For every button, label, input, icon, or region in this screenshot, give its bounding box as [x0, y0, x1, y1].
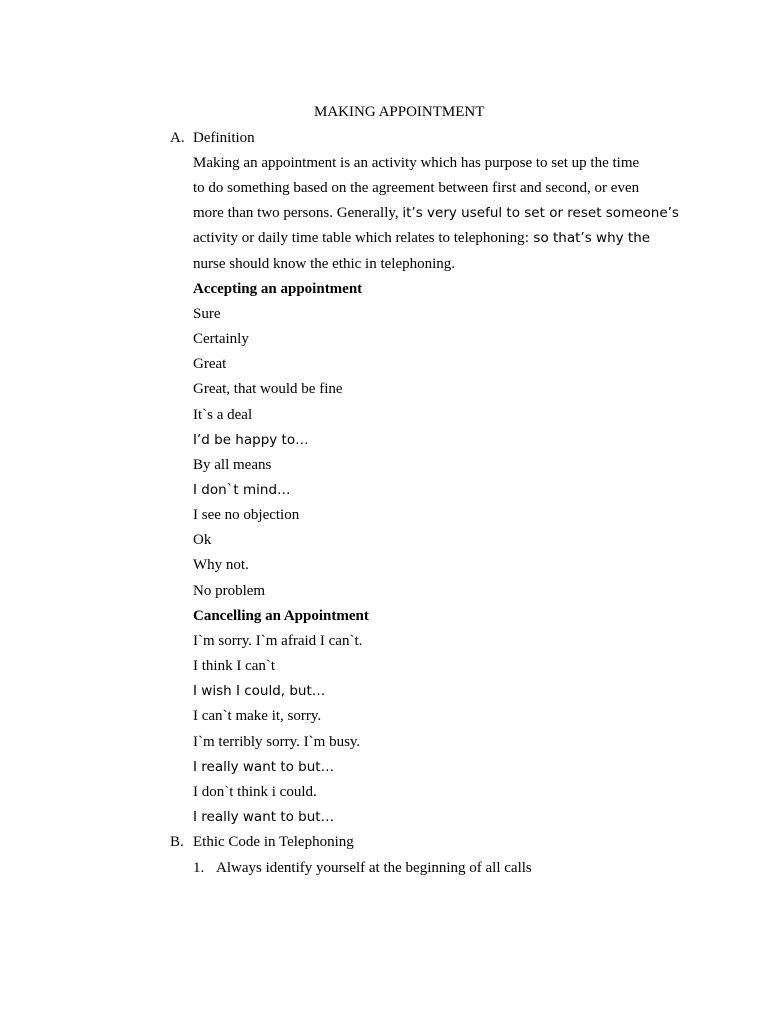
- cancelling-item: I really want to but…: [193, 759, 335, 775]
- cancelling-item: I don`t think i could.: [193, 784, 317, 800]
- definition-line-4-serif: activity or daily time table which relates to telephoning: [193, 230, 525, 246]
- accepting-item: Sure: [193, 306, 221, 322]
- accepting-item: No problem: [193, 583, 266, 599]
- accepting-heading: Accepting an appointment: [193, 281, 363, 297]
- accepting-item: Certainly: [193, 331, 249, 347]
- accepting-item: Great: [193, 356, 227, 372]
- page-title: MAKING APPOINTMENT: [314, 104, 485, 120]
- cancelling-item: I really want to but…: [193, 809, 335, 825]
- accepting-item: I don`t mind…: [193, 482, 291, 498]
- definition-line-2: to do something based on the agreement between first and second, or even: [193, 180, 640, 196]
- cancelling-item: I think I can`t: [193, 658, 276, 674]
- ethic-item-number: 1.: [193, 860, 205, 876]
- cancelling-item: I can`t make it, sorry.: [193, 708, 322, 724]
- cancelling-item: I wish I could, but…: [193, 683, 326, 699]
- definition-line-5: nurse should know the ethic in telephoning.: [193, 256, 456, 272]
- ethic-item-text: Always identify yourself at the beginning of all calls: [216, 860, 532, 876]
- accepting-item: Why not.: [193, 557, 249, 573]
- section-a-heading: Definition: [193, 130, 255, 146]
- accepting-item: It`s a deal: [193, 407, 253, 423]
- definition-line-4-sans: : so that’s why the: [524, 230, 651, 246]
- section-a-marker: A.: [170, 130, 185, 146]
- accepting-item: I see no objection: [193, 507, 300, 523]
- section-b-heading: Ethic Code in Telephoning: [193, 834, 354, 850]
- accepting-item: Ok: [193, 532, 212, 548]
- cancelling-item: I`m terribly sorry. I`m busy.: [193, 734, 361, 750]
- accepting-item: By all means: [193, 457, 272, 473]
- section-b-marker: B.: [170, 834, 184, 850]
- cancelling-heading: Cancelling an Appointment: [193, 608, 369, 624]
- definition-line-3: [193, 204, 679, 222]
- accepting-item: Great, that would be fine: [193, 381, 343, 397]
- definition-line-1: Making an appointment is an activity which has purpose to set up the time: [193, 155, 640, 171]
- cancelling-item: I`m sorry. I`m afraid I can`t.: [193, 633, 363, 649]
- definition-line-3-serif: more than two persons. Generally,: [193, 205, 403, 221]
- definition-line-4: [193, 229, 650, 247]
- definition-line-3-sans: it’s very useful to set or reset someone’s: [402, 205, 679, 221]
- accepting-item: I’d be happy to…: [193, 432, 309, 448]
